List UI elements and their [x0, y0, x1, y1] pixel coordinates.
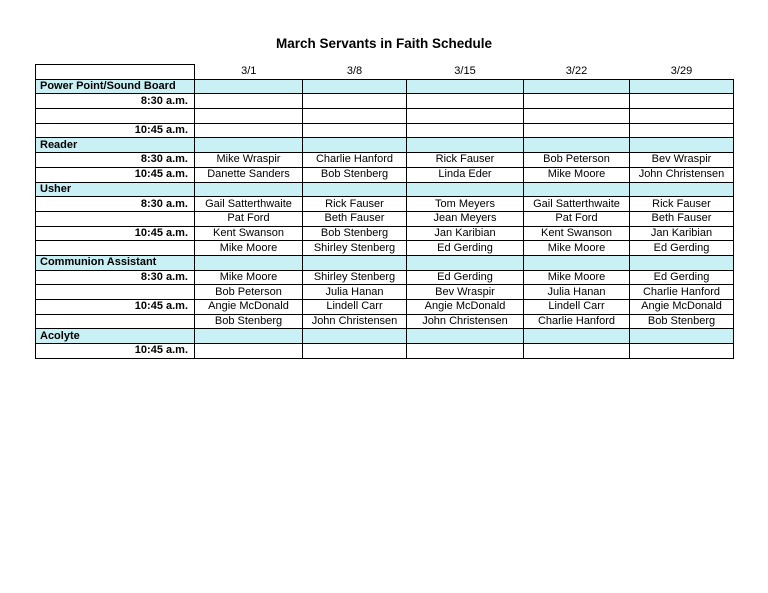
schedule-row	[36, 94, 734, 109]
assignment-cell: Beth Fauser	[303, 211, 407, 226]
assignment-cell: Ed Gerding	[407, 241, 524, 256]
assignment-cell: Mike Moore	[524, 270, 630, 285]
assignment-cell: Gail Satterthwaite	[195, 197, 303, 212]
time-label: 10:45 a.m.	[36, 344, 195, 359]
assignment-cell: Mike Moore	[524, 241, 630, 256]
assignment-cell: Lindell Carr	[303, 300, 407, 315]
assignment-cell: Tom Meyers	[407, 197, 524, 212]
assignment-cell: Gail Satterthwaite	[524, 197, 630, 212]
section-cell	[524, 138, 630, 153]
assignment-cell	[303, 123, 407, 138]
date-header-row	[36, 65, 734, 80]
assignment-cell: Jan Karibian	[407, 226, 524, 241]
date-header: 3/8	[303, 65, 407, 80]
assignment-cell: Pat Ford	[195, 211, 303, 226]
section-name: Power Point/Sound Board	[36, 79, 195, 94]
schedule-row	[36, 167, 734, 182]
assignment-cell	[524, 344, 630, 359]
assignment-cell: Danette Sanders	[195, 167, 303, 182]
assignment-cell: Ed Gerding	[407, 270, 524, 285]
assignment-cell	[630, 109, 734, 124]
time-label: 8:30 a.m.	[36, 153, 195, 168]
section-cell	[407, 79, 524, 94]
assignment-cell	[407, 94, 524, 109]
section-cell	[630, 329, 734, 344]
section-cell	[524, 329, 630, 344]
assignment-cell: Linda Eder	[407, 167, 524, 182]
assignment-cell: Angie McDonald	[630, 300, 734, 315]
assignment-cell: Rick Fauser	[303, 197, 407, 212]
assignment-cell	[195, 123, 303, 138]
time-label	[36, 211, 195, 226]
section-cell	[407, 329, 524, 344]
schedule-row	[36, 270, 734, 285]
assignment-cell: Bob Peterson	[195, 285, 303, 300]
section-name: Usher	[36, 182, 195, 197]
section-cell	[303, 255, 407, 270]
assignment-cell: Rick Fauser	[630, 197, 734, 212]
assignment-cell	[303, 109, 407, 124]
schedule-row	[36, 153, 734, 168]
date-header: 3/22	[524, 65, 630, 80]
section-row	[36, 79, 734, 94]
section-row	[36, 255, 734, 270]
section-row	[36, 138, 734, 153]
assignment-cell	[195, 109, 303, 124]
assignment-cell: Kent Swanson	[195, 226, 303, 241]
section-cell	[195, 182, 303, 197]
assignment-cell	[195, 344, 303, 359]
schedule-row	[36, 197, 734, 212]
schedule-row	[36, 226, 734, 241]
section-row	[36, 329, 734, 344]
schedule-row	[36, 123, 734, 138]
schedule-row	[36, 211, 734, 226]
assignment-cell: John Christensen	[407, 314, 524, 329]
assignment-cell	[407, 344, 524, 359]
date-header: 3/1	[195, 65, 303, 80]
assignment-cell	[524, 94, 630, 109]
section-row	[36, 182, 734, 197]
assignment-cell: Julia Hanan	[524, 285, 630, 300]
time-label	[36, 109, 195, 124]
assignment-cell	[407, 123, 524, 138]
section-cell	[303, 329, 407, 344]
assignment-cell: Charlie Hanford	[630, 285, 734, 300]
section-cell	[407, 138, 524, 153]
time-label	[36, 285, 195, 300]
assignment-cell: Bev Wraspir	[630, 153, 734, 168]
schedule-row	[36, 300, 734, 315]
assignment-cell: Bob Stenberg	[195, 314, 303, 329]
section-cell	[630, 182, 734, 197]
schedule-title: March Servants in Faith Schedule	[275, 36, 493, 51]
assignment-cell	[195, 94, 303, 109]
section-cell	[524, 182, 630, 197]
assignment-cell: Lindell Carr	[524, 300, 630, 315]
section-cell	[195, 79, 303, 94]
assignment-cell: Mike Wraspir	[195, 153, 303, 168]
date-header: 3/29	[630, 65, 734, 80]
assignment-cell: Shirley Stenberg	[303, 241, 407, 256]
time-label: 10:45 a.m.	[36, 226, 195, 241]
schedule-table	[35, 64, 734, 359]
assignment-cell: Bob Stenberg	[303, 226, 407, 241]
assignment-cell	[407, 109, 524, 124]
assignment-cell: Charlie Hanford	[524, 314, 630, 329]
section-cell	[630, 79, 734, 94]
assignment-cell: Mike Moore	[195, 241, 303, 256]
assignment-cell: John Christensen	[630, 167, 734, 182]
section-cell	[195, 329, 303, 344]
assignment-cell: Bob Stenberg	[630, 314, 734, 329]
time-label: 8:30 a.m.	[36, 270, 195, 285]
assignment-cell: Bob Stenberg	[303, 167, 407, 182]
section-cell	[303, 182, 407, 197]
assignment-cell: Charlie Hanford	[303, 153, 407, 168]
assignment-cell: Bob Peterson	[524, 153, 630, 168]
time-label: 10:45 a.m.	[36, 123, 195, 138]
section-cell	[195, 255, 303, 270]
schedule-row	[36, 241, 734, 256]
schedule-row	[36, 285, 734, 300]
section-cell	[524, 255, 630, 270]
assignment-cell: Bev Wraspir	[407, 285, 524, 300]
time-label: 10:45 a.m.	[36, 167, 195, 182]
section-cell	[195, 138, 303, 153]
date-header: 3/15	[407, 65, 524, 80]
time-label: 8:30 a.m.	[36, 197, 195, 212]
assignment-cell: Shirley Stenberg	[303, 270, 407, 285]
assignment-cell	[630, 94, 734, 109]
assignment-cell: Kent Swanson	[524, 226, 630, 241]
schedule-row	[36, 314, 734, 329]
assignment-cell	[303, 94, 407, 109]
section-cell	[407, 255, 524, 270]
header-blank	[36, 65, 195, 80]
time-label: 10:45 a.m.	[36, 300, 195, 315]
assignment-cell: Jan Karibian	[630, 226, 734, 241]
assignment-cell: Ed Gerding	[630, 241, 734, 256]
assignment-cell: John Christensen	[303, 314, 407, 329]
time-label	[36, 314, 195, 329]
assignment-cell	[303, 344, 407, 359]
assignment-cell: Ed Gerding	[630, 270, 734, 285]
assignment-cell	[630, 344, 734, 359]
assignment-cell: Angie McDonald	[407, 300, 524, 315]
section-cell	[630, 255, 734, 270]
section-name: Communion Assistant	[36, 255, 195, 270]
section-cell	[303, 79, 407, 94]
assignment-cell: Julia Hanan	[303, 285, 407, 300]
assignment-cell: Jean Meyers	[407, 211, 524, 226]
section-name: Reader	[36, 138, 195, 153]
section-name: Acolyte	[36, 329, 195, 344]
section-cell	[303, 138, 407, 153]
schedule-row	[36, 109, 734, 124]
schedule-row	[36, 344, 734, 359]
section-cell	[630, 138, 734, 153]
assignment-cell: Beth Fauser	[630, 211, 734, 226]
assignment-cell: Angie McDonald	[195, 300, 303, 315]
assignment-cell: Rick Fauser	[407, 153, 524, 168]
section-cell	[524, 79, 630, 94]
time-label: 8:30 a.m.	[36, 94, 195, 109]
assignment-cell: Mike Moore	[524, 167, 630, 182]
assignment-cell: Mike Moore	[195, 270, 303, 285]
assignment-cell	[524, 123, 630, 138]
assignment-cell	[630, 123, 734, 138]
assignment-cell	[524, 109, 630, 124]
time-label	[36, 241, 195, 256]
assignment-cell: Pat Ford	[524, 211, 630, 226]
section-cell	[407, 182, 524, 197]
